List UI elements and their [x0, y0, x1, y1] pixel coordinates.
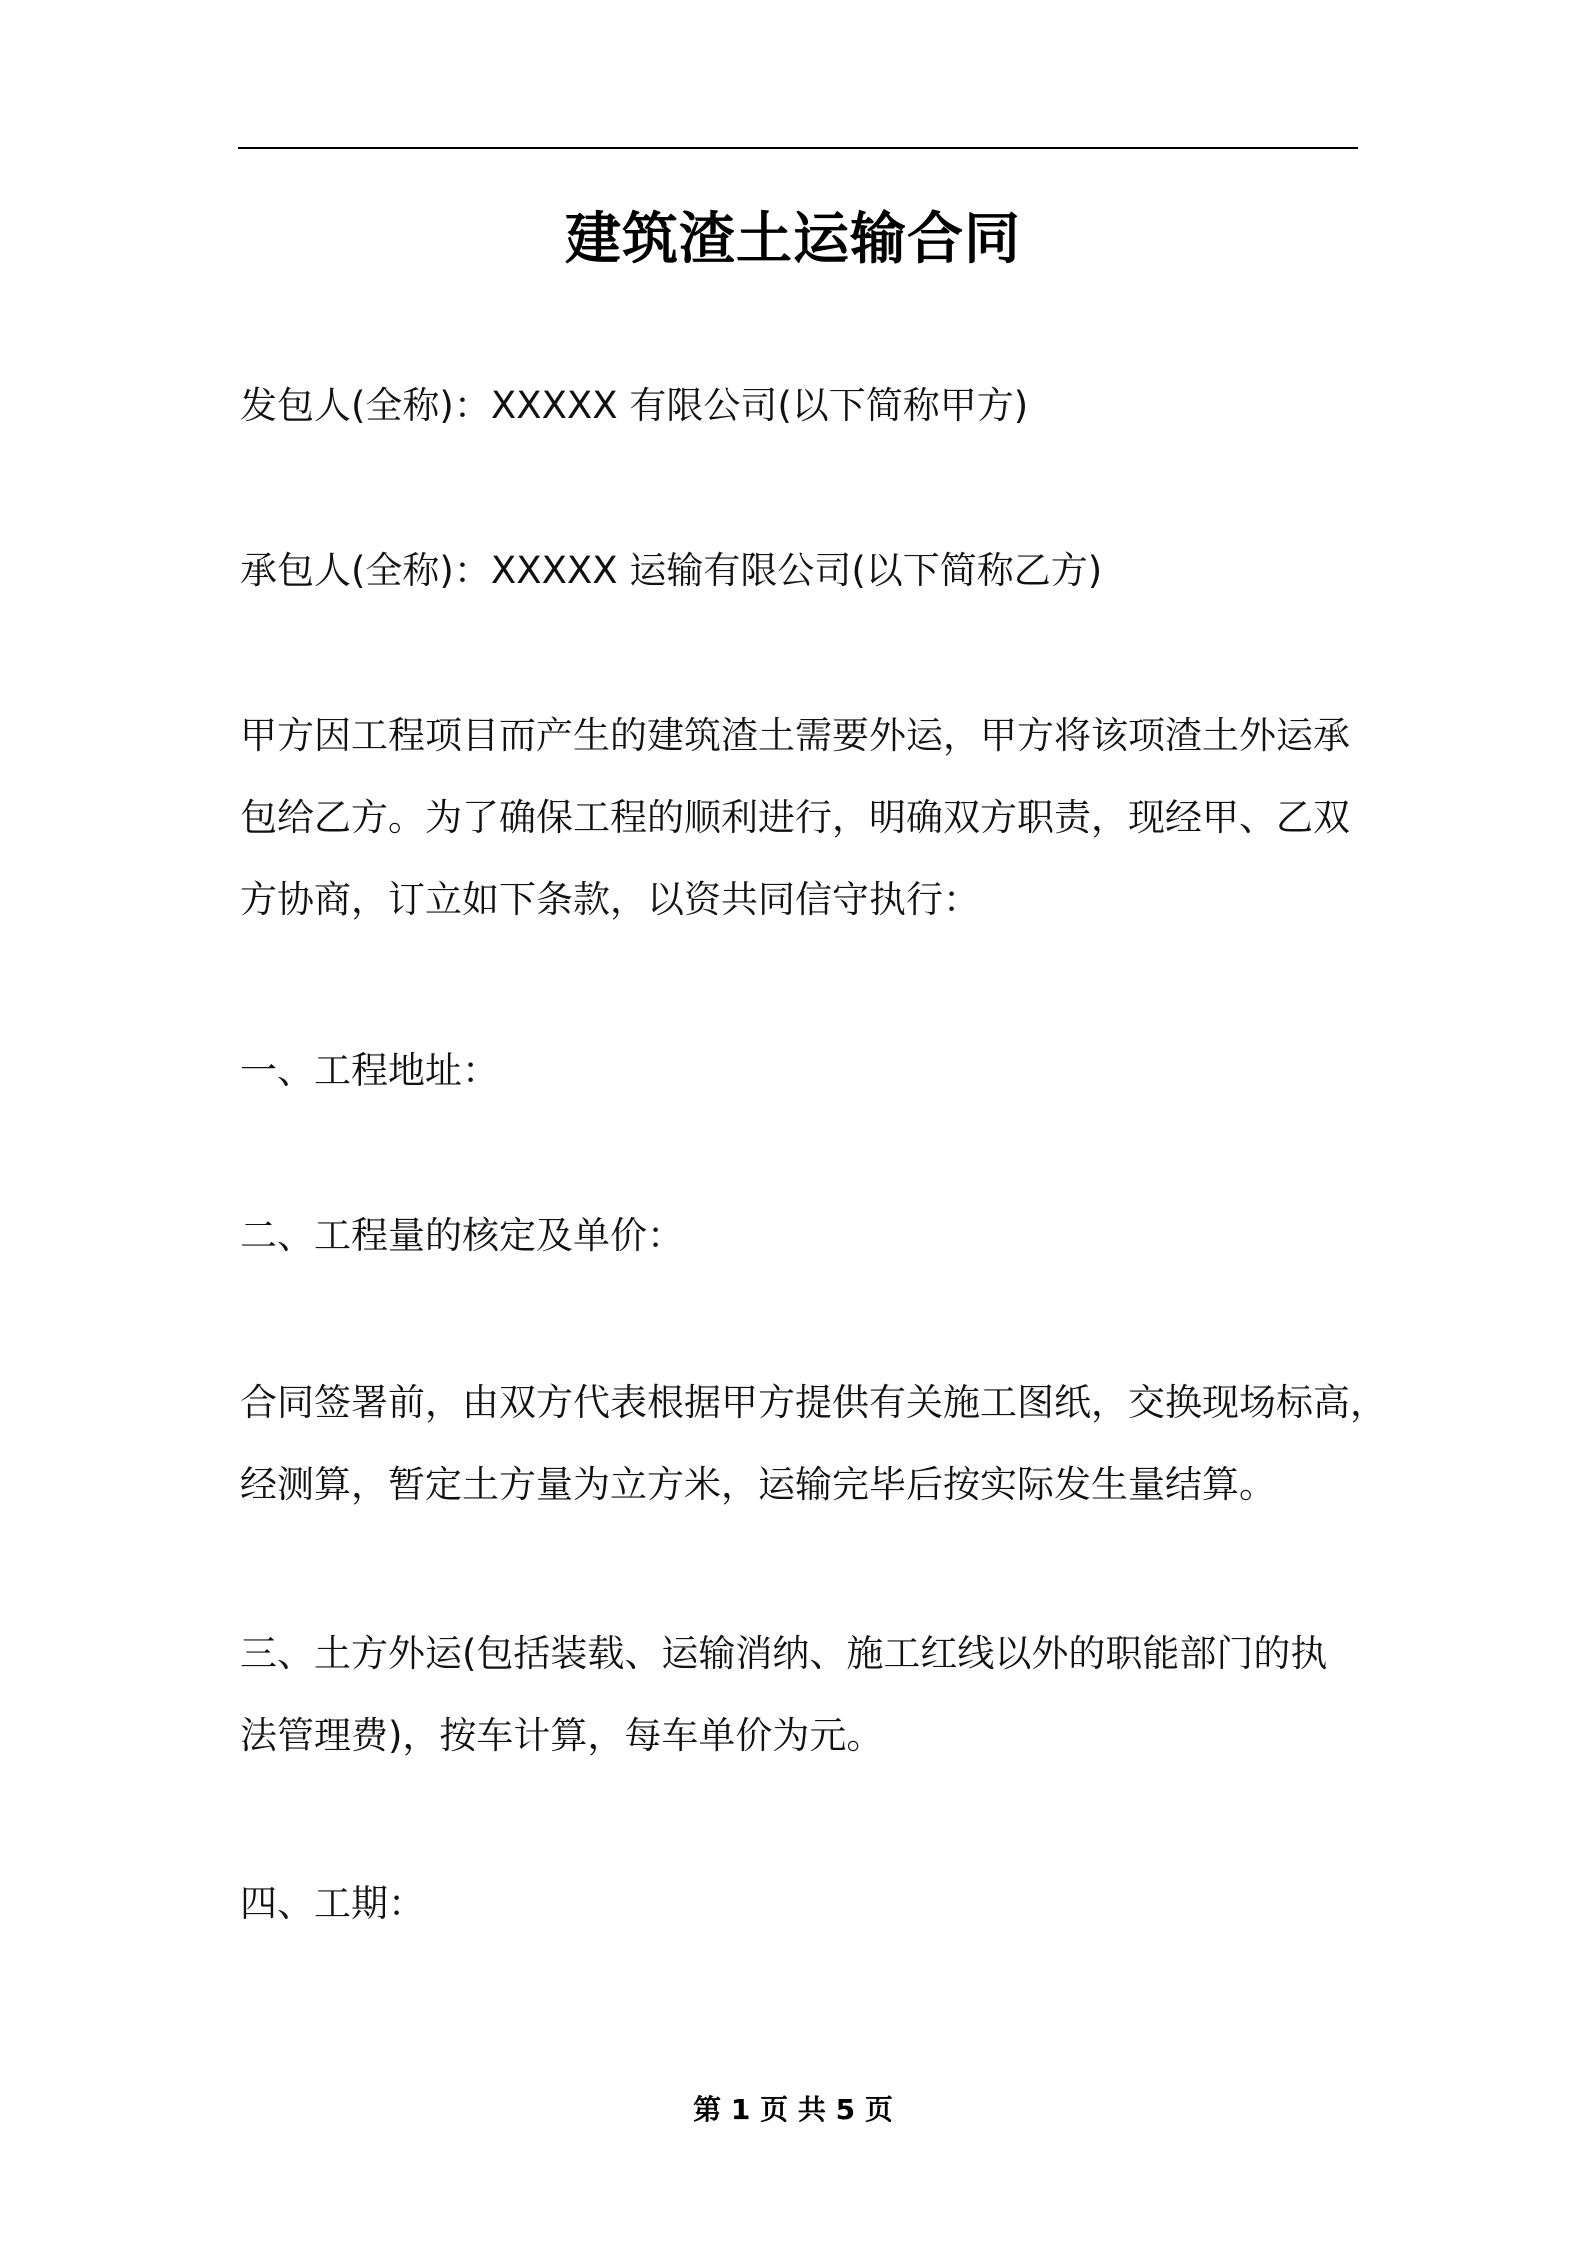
section-1-heading: 一、工程地址： [240, 1049, 499, 1092]
intro-line: 包给乙方。为了确保工程的顺利进行，明确双方职责，现经甲、乙双 [240, 796, 1350, 839]
header-rule [238, 147, 1358, 149]
section-3-paragraph [240, 1613, 1380, 1777]
party-a-line: 发包人(全称)：XXXXX 有限公司(以下简称甲方) [240, 384, 1029, 427]
section-3-line: 法管理费)，按车计算，每车单价为元。 [240, 1714, 884, 1757]
intro-line: 甲方因工程项目而产生的建筑渣土需要外运，甲方将该项渣土外运承 [240, 714, 1350, 757]
intro-line: 方协商，订立如下条款，以资共同信守执行： [240, 878, 980, 921]
section-2-paragraph [240, 1362, 1387, 1526]
party-b-line: 承包人(全称)：XXXXX 运输有限公司(以下简称乙方) [240, 549, 1103, 592]
section-2-heading: 二、工程量的核定及单价： [240, 1214, 684, 1257]
section-4-heading: 四、工期： [240, 1882, 425, 1925]
page-indicator: 第 1 页 共 5 页 [693, 2093, 893, 2126]
section-3-line: 三、土方外运(包括装载、运输消纳、施工红线以外的职能部门的执 [240, 1632, 1328, 1675]
section-2-line: 合同签署前，由双方代表根据甲方提供有关施工图纸，交换现场标高， [240, 1381, 1387, 1424]
section-2-line: 经测算，暂定土方量为立方米，运输完毕后按实际发生量结算。 [240, 1463, 1276, 1506]
intro-paragraph [240, 695, 1380, 941]
document-title: 建筑渣土运输合同 [565, 207, 1021, 272]
